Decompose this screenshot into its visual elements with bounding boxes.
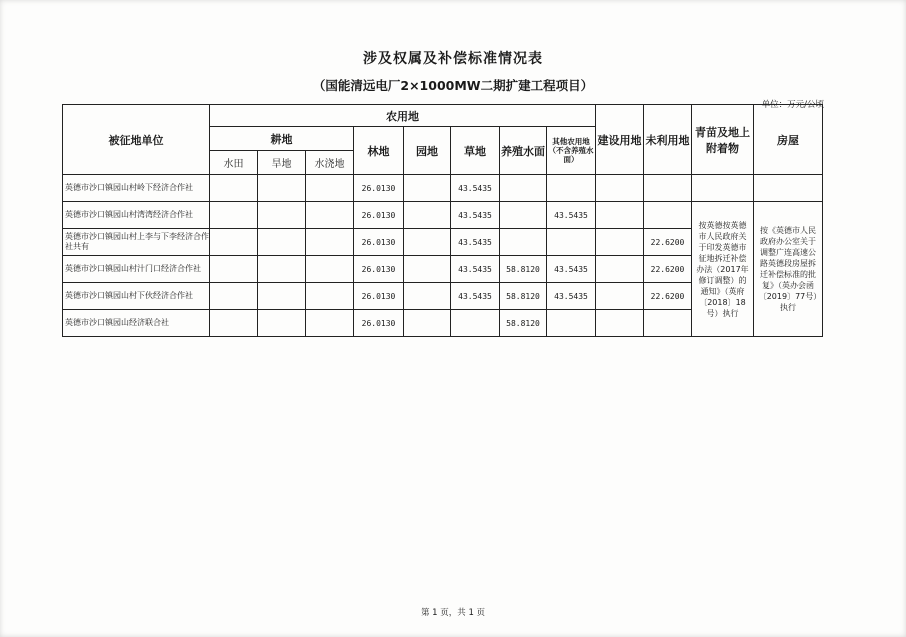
cell-grass: 43.5435: [451, 283, 500, 310]
cell-forest: 26.0130: [354, 229, 404, 256]
cell-unused: 22.6200: [644, 229, 692, 256]
header-dry: 旱地: [258, 151, 306, 175]
cell-aquaculture: [500, 229, 547, 256]
cell-unused: [644, 175, 692, 202]
row-unit: 英德市沙口镇园山经济联合社: [63, 310, 210, 337]
cell-forest: 26.0130: [354, 175, 404, 202]
row-unit: 英德市沙口镇园山村下伙经济合作社: [63, 283, 210, 310]
header-agricultural: 农用地: [210, 105, 596, 127]
cell-forest: 26.0130: [354, 310, 404, 337]
row-unit: 英德市沙口镇园山村汁门口经济合作社: [63, 256, 210, 283]
row-unit: 英德市沙口镇园山村岭下经济合作社: [63, 175, 210, 202]
cell-other-agri: 43.5435: [547, 256, 596, 283]
unit-label: 单位：万元/公顷: [761, 100, 824, 110]
cell-grass: 43.5435: [451, 202, 500, 229]
cell-aquaculture: [500, 175, 547, 202]
cell-other-agri: 43.5435: [547, 202, 596, 229]
document-title: 涉及权属及补偿标准情况表: [363, 51, 543, 67]
cell-unused: [644, 310, 692, 337]
document-subtitle: （国能清远电厂2×1000MW二期扩建工程项目）: [312, 78, 594, 93]
table-row: [63, 202, 823, 229]
cell-other-agri: 43.5435: [547, 283, 596, 310]
header-housing: 房屋: [754, 105, 823, 175]
page-footer: 第 1 页，共 1 页: [420, 608, 486, 618]
header-unused: 未利用地: [644, 105, 692, 175]
header-paddy: 水田: [210, 151, 258, 175]
row-unit: 英德市沙口镇园山村湾湾经济合作社: [63, 202, 210, 229]
cell-grass: 43.5435: [451, 229, 500, 256]
header-grass: 草地: [451, 127, 500, 175]
cell-other-agri: [547, 229, 596, 256]
cell-other-agri: [547, 175, 596, 202]
table-row: [63, 175, 823, 202]
cell-unused: [644, 202, 692, 229]
header-construction: 建设用地: [596, 105, 644, 175]
crops-note: 按英德按英德市人民政府关于印发英德市征地拆迁补偿办法（2017年修订调整）的通知》（英府〔2018〕18号）执行: [692, 202, 754, 337]
cell-unused: 22.6200: [644, 283, 692, 310]
header-aquaculture: 养殖水面: [500, 127, 547, 175]
header-irrigated: 水浇地: [306, 151, 354, 175]
cell-aquaculture: 58.8120: [500, 283, 547, 310]
row-unit: 英德市沙口镇园山村上李与下李经济合作社共有: [63, 229, 210, 256]
cell-forest: 26.0130: [354, 283, 404, 310]
cell-forest: 26.0130: [354, 256, 404, 283]
cell-grass: 43.5435: [451, 256, 500, 283]
compensation-table: [62, 104, 823, 337]
cell-grass: [451, 310, 500, 337]
header-crops: 青苗及地上附着物: [692, 105, 754, 175]
cell-aquaculture: 58.8120: [500, 256, 547, 283]
header-cultivated: 耕地: [210, 127, 354, 151]
header-garden: 园地: [404, 127, 451, 175]
header-other-agri: 其他农用地（不含养殖水面）: [547, 127, 596, 175]
cell-other-agri: [547, 310, 596, 337]
cell-aquaculture: 58.8120: [500, 310, 547, 337]
header-forest: 林地: [354, 127, 404, 175]
housing-note: 按《英德市人民政府办公室关于调整广连高速公路英德段房屋拆迁补偿标准的批复》（英办会函〔2019〕77号）执行: [754, 202, 823, 337]
cell-aquaculture: [500, 202, 547, 229]
cell-grass: 43.5435: [451, 175, 500, 202]
cell-forest: 26.0130: [354, 202, 404, 229]
header-unit: 被征地单位: [63, 105, 210, 175]
cell-unused: 22.6200: [644, 256, 692, 283]
